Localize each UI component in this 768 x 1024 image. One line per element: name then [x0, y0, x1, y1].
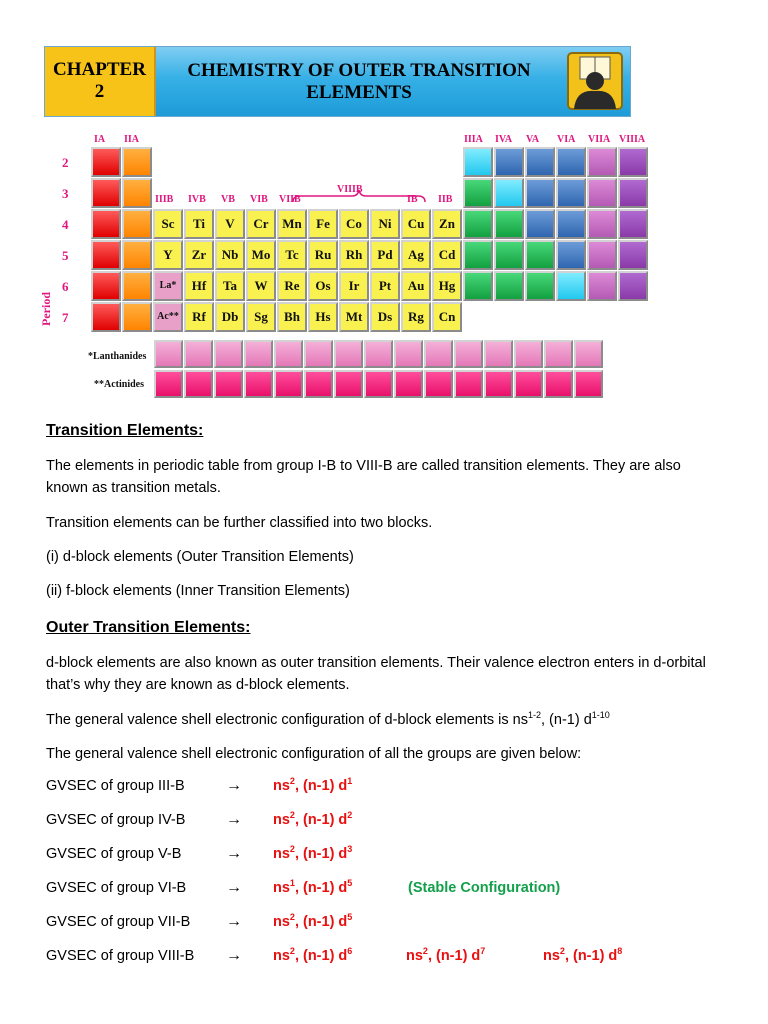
period-number: 2	[62, 155, 69, 170]
group-label: IIA	[124, 134, 140, 145]
element-cell	[463, 178, 493, 208]
element-cell: Mo	[246, 240, 276, 270]
actinide-cell	[214, 370, 243, 398]
lanthanide-cell	[454, 340, 483, 368]
element-cell	[618, 147, 648, 177]
arrow-icon: →	[226, 845, 242, 862]
element-cell	[494, 147, 524, 177]
group-label: IA	[94, 134, 106, 145]
element-cell	[91, 302, 121, 332]
group-label: VIIA	[588, 134, 611, 145]
gvsec-group-label: GVSEC of group VI-B	[46, 880, 187, 896]
element-cell	[587, 147, 617, 177]
stable-configuration-note: (Stable Configuration)	[408, 880, 561, 896]
group-label: IIB	[438, 194, 453, 205]
chapter-number: 2	[94, 81, 105, 102]
element-cell	[463, 209, 493, 239]
element-cell: Co	[339, 209, 369, 239]
electronic-configuration: $ns^2$, (n-1) $d^5$	[273, 912, 353, 930]
group-label: VB	[221, 194, 235, 205]
gvsec-row	[46, 812, 726, 834]
arrow-icon: →	[226, 811, 242, 828]
lanthanide-cell	[304, 340, 333, 368]
element-cell: Ac**	[153, 302, 183, 332]
period-number: 6	[62, 279, 69, 294]
element-cell	[122, 147, 152, 177]
reader-icon	[566, 51, 624, 111]
gvsec-group-label: GVSEC of group VIII-B	[46, 948, 195, 964]
element-cell	[122, 178, 152, 208]
actinide-cell	[274, 370, 303, 398]
element-cell: Ag	[401, 240, 431, 270]
outer-transition-definition: d-block elements are also known as outer transition elements. Their valence electron enters in d-orbital that’s why they are known as d-block elements.	[46, 655, 706, 693]
chapter-title-line2: ELEMENTS	[306, 82, 412, 103]
element-cell	[525, 240, 555, 270]
actinide-cell	[184, 370, 213, 398]
transition-elements-definition: The elements in periodic table from group I-B to VIII-B are called transition elements. They are also known as transition metals.	[46, 458, 681, 496]
actinide-cell	[394, 370, 423, 398]
d-block-item: (i) d-block elements (Outer Transition Elements)	[46, 549, 354, 565]
element-cell	[618, 178, 648, 208]
element-cell	[618, 271, 648, 301]
gvsec-row	[46, 880, 726, 902]
element-cell	[525, 271, 555, 301]
element-cell: Y	[153, 240, 183, 270]
group-label: VA	[526, 134, 540, 145]
actinides-label: **Actinides	[94, 379, 144, 390]
element-cell: Fe	[308, 209, 338, 239]
gvsec-group-label: GVSEC of group V-B	[46, 846, 182, 862]
period-number: 4	[62, 217, 69, 232]
lanthanide-cell	[244, 340, 273, 368]
group-label: IIIA	[464, 134, 483, 145]
element-cell: Rf	[184, 302, 214, 332]
element-cell	[122, 271, 152, 301]
gvsec-row	[46, 914, 726, 936]
electronic-configuration: $ns^2$, (n-1) $d^6$	[273, 946, 353, 964]
element-cell	[122, 302, 152, 332]
group-label: VIIIB	[337, 184, 363, 195]
actinide-cell	[454, 370, 483, 398]
element-cell	[525, 147, 555, 177]
element-cell: Zn	[432, 209, 462, 239]
element-cell	[494, 240, 524, 270]
actinide-cell	[514, 370, 543, 398]
lanthanide-cell	[334, 340, 363, 368]
element-cell	[525, 178, 555, 208]
group-label: IIIB	[155, 194, 174, 205]
chapter-number-box	[45, 47, 156, 116]
electronic-configuration: $ns^1$, (n-1) $d^5$	[273, 878, 353, 896]
section-heading-transition-elements: Transition Elements:	[46, 422, 204, 439]
chapter-banner	[44, 46, 631, 117]
element-cell: La*	[153, 271, 183, 301]
electronic-configuration: $ns^2$, (n-1) $d^3$	[273, 844, 353, 862]
electronic-configuration: $ns^2$, (n-1) $d^7$	[406, 946, 486, 964]
period-number: 5	[62, 248, 69, 263]
classification-intro: Transition elements can be further classified into two blocks.	[46, 515, 433, 531]
element-cell: Nb	[215, 240, 245, 270]
element-cell: Hf	[184, 271, 214, 301]
group-label: VIIB	[279, 194, 301, 205]
electronic-configuration: $ns^2$, (n-1) $d^2$	[273, 810, 353, 828]
electronic-configuration: $ns^2$, (n-1) $d^8$	[543, 946, 623, 964]
lanthanide-cell	[484, 340, 513, 368]
element-cell	[618, 240, 648, 270]
element-cell: Bh	[277, 302, 307, 332]
arrow-icon: →	[226, 879, 242, 896]
lanthanide-cell	[364, 340, 393, 368]
gvsec-group-label: GVSEC of group VII-B	[46, 914, 191, 930]
section-heading-outer-transition: Outer Transition Elements:	[46, 619, 251, 636]
element-cell: Ta	[215, 271, 245, 301]
element-cell	[587, 271, 617, 301]
element-cell: Db	[215, 302, 245, 332]
element-cell: Ni	[370, 209, 400, 239]
element-cell	[463, 147, 493, 177]
element-cell: Ir	[339, 271, 369, 301]
group-label: IVA	[495, 134, 513, 145]
element-cell	[587, 209, 617, 239]
element-cell	[91, 178, 121, 208]
gvsec-group-label: GVSEC of group III-B	[46, 778, 185, 794]
group-label: IVB	[188, 194, 206, 205]
element-cell: Ds	[370, 302, 400, 332]
lanthanide-cell	[544, 340, 573, 368]
lanthanide-cell	[274, 340, 303, 368]
group-label: VIB	[250, 194, 268, 205]
arrow-icon: →	[226, 913, 242, 930]
period-number: 3	[62, 186, 69, 201]
element-cell	[618, 209, 648, 239]
element-cell: Sc	[153, 209, 183, 239]
element-cell: Pt	[370, 271, 400, 301]
element-cell: W	[246, 271, 276, 301]
gvsec-row	[46, 778, 726, 800]
gvsec-row	[46, 948, 726, 970]
period-axis-label: Period	[39, 292, 53, 326]
element-cell: Cr	[246, 209, 276, 239]
element-cell: Mt	[339, 302, 369, 332]
element-cell	[463, 271, 493, 301]
actinide-cell	[574, 370, 603, 398]
lanthanide-cell	[214, 340, 243, 368]
period-number: 7	[62, 310, 69, 325]
groups-intro: The general valence shell electronic configuration of all the groups are given below:	[46, 746, 582, 762]
element-cell	[494, 209, 524, 239]
f-block-item: (ii) f-block elements (Inner Transition Elements)	[46, 583, 350, 599]
arrow-icon: →	[226, 777, 242, 794]
actinide-cell	[304, 370, 333, 398]
element-cell	[122, 240, 152, 270]
actinide-cell	[424, 370, 453, 398]
actinide-cell	[484, 370, 513, 398]
electronic-configuration: $ns^2$, (n-1) $d^1$	[273, 776, 353, 794]
actinide-cell	[364, 370, 393, 398]
element-cell: Os	[308, 271, 338, 301]
element-cell: Zr	[184, 240, 214, 270]
element-cell	[587, 178, 617, 208]
element-cell: Re	[277, 271, 307, 301]
actinide-cell	[154, 370, 183, 398]
lanthanide-cell	[184, 340, 213, 368]
element-cell: Pd	[370, 240, 400, 270]
chapter-title	[159, 60, 559, 104]
lanthanide-cell	[574, 340, 603, 368]
element-cell	[91, 271, 121, 301]
group-label: VIA	[557, 134, 576, 145]
element-cell	[91, 209, 121, 239]
gvsec-row	[46, 846, 726, 868]
arrow-icon: →	[226, 947, 242, 964]
element-cell	[463, 240, 493, 270]
lanthanide-cell	[394, 340, 423, 368]
general-configuration: The general valence shell electronic configuration of d-block elements is $ns^{1-2}$, (n-1) $d^{1-10}$	[46, 710, 610, 728]
element-cell	[556, 209, 586, 239]
element-cell	[587, 240, 617, 270]
element-cell: Cu	[401, 209, 431, 239]
element-cell: Sg	[246, 302, 276, 332]
element-cell: Tc	[277, 240, 307, 270]
element-cell: V	[215, 209, 245, 239]
element-cell: Hs	[308, 302, 338, 332]
actinide-cell	[544, 370, 573, 398]
element-cell: Rg	[401, 302, 431, 332]
element-cell	[494, 271, 524, 301]
element-cell: Hg	[432, 271, 462, 301]
element-cell	[556, 178, 586, 208]
element-cell: Ru	[308, 240, 338, 270]
lanthanides-label: *Lanthanides	[88, 351, 147, 362]
element-cell: Mn	[277, 209, 307, 239]
chapter-title-line1: CHEMISTRY OF OUTER TRANSITION	[187, 60, 531, 81]
lanthanide-cell	[154, 340, 183, 368]
element-cell: Rh	[339, 240, 369, 270]
actinide-cell	[244, 370, 273, 398]
periodic-table	[39, 128, 646, 400]
element-cell: Au	[401, 271, 431, 301]
group-label: IB	[407, 194, 418, 205]
chapter-label: CHAPTER	[53, 59, 146, 80]
lanthanide-cell	[424, 340, 453, 368]
element-cell: Cn	[432, 302, 462, 332]
element-cell	[91, 147, 121, 177]
element-cell	[556, 271, 586, 301]
element-cell: Cd	[432, 240, 462, 270]
element-cell	[122, 209, 152, 239]
gvsec-group-label: GVSEC of group IV-B	[46, 812, 186, 828]
group-label: VIIIA	[619, 134, 646, 145]
actinide-cell	[334, 370, 363, 398]
lanthanide-cell	[514, 340, 543, 368]
element-cell	[556, 240, 586, 270]
element-cell	[494, 178, 524, 208]
element-cell	[525, 209, 555, 239]
element-cell: Ti	[184, 209, 214, 239]
element-cell	[556, 147, 586, 177]
element-cell	[91, 240, 121, 270]
